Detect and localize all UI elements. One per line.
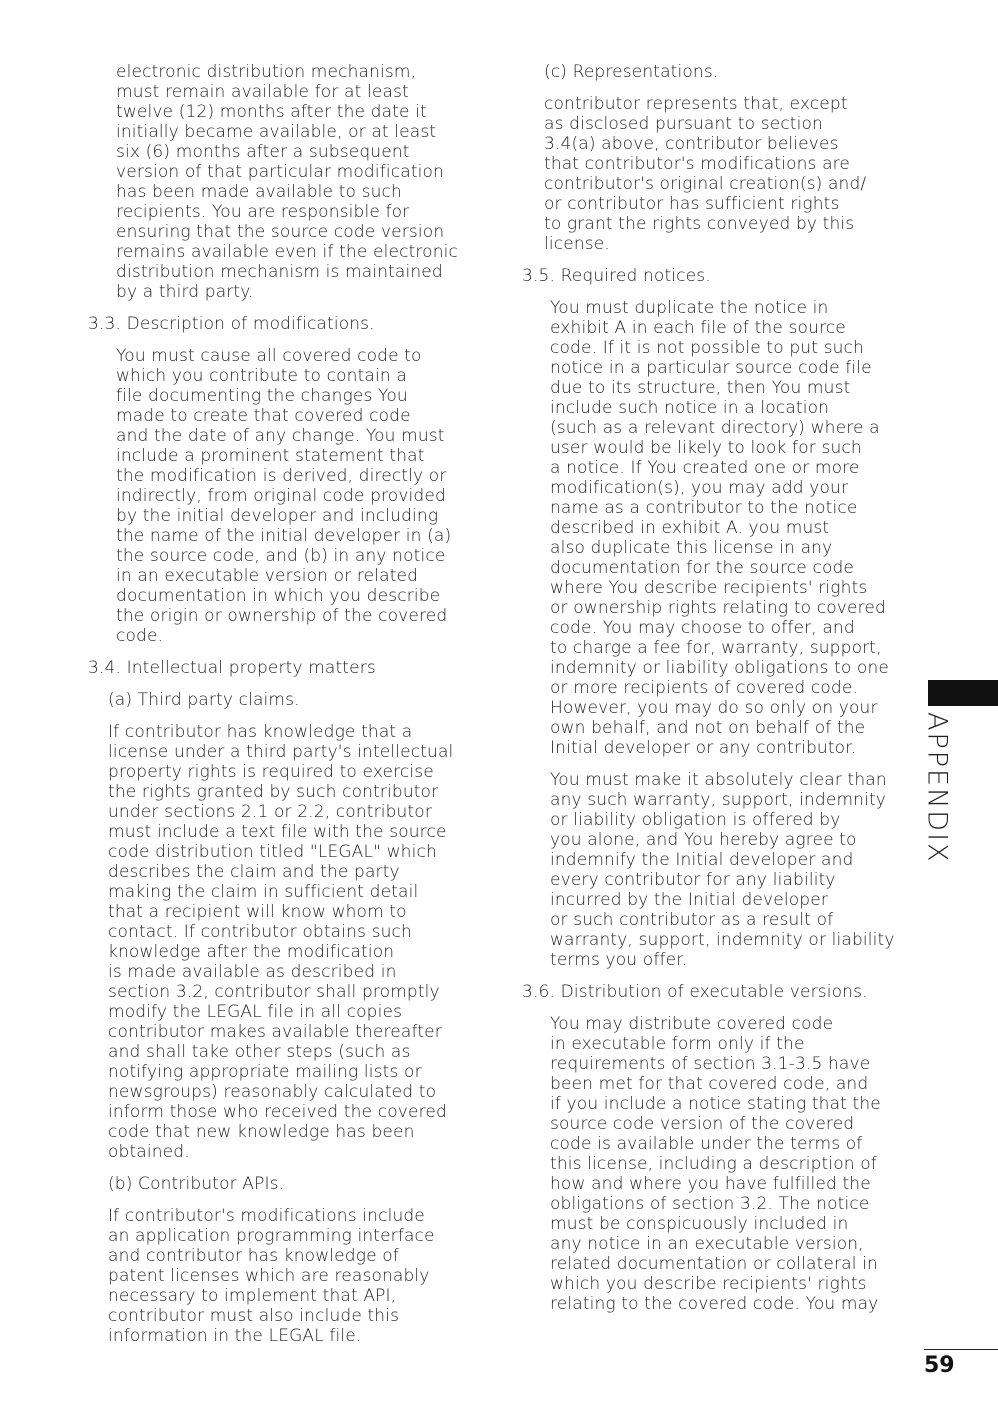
- text-line: the origin or ownership of the covered: [116, 606, 448, 626]
- text-line: notifying appropriate mailing lists or: [108, 1062, 422, 1082]
- text-line: incurred by the Initial developer: [550, 890, 828, 910]
- text-line: documentation for the source code: [550, 558, 855, 578]
- text-line: Initial developer or any contributor.: [550, 738, 857, 758]
- text-line: that a recipient will know whom to: [108, 902, 407, 922]
- footer-rule: [924, 1349, 998, 1350]
- text-line: this license, including a description of: [550, 1154, 877, 1174]
- text-line: knowledge after the modification: [108, 942, 395, 962]
- text-line: must include a text file with the source: [108, 822, 447, 842]
- text-line: 3.5. Required notices.: [522, 266, 711, 286]
- text-line: modify the LEGAL file in all copies: [108, 1002, 403, 1022]
- text-line: (such as a relevant directory) where a: [550, 418, 880, 438]
- text-line: modification(s), you may add your: [550, 478, 849, 498]
- text-line: version of that particular modification: [116, 162, 444, 182]
- text-line: You must cause all covered code to: [116, 346, 422, 366]
- text-line: in an executable version or related: [116, 566, 419, 586]
- text-line: you alone, and You hereby agree to: [550, 830, 857, 850]
- text-line: described in exhibit A. you must: [550, 518, 830, 538]
- text-line: However, you may do so only on your: [550, 698, 878, 718]
- text-line: or more recipients of covered code.: [550, 678, 859, 698]
- text-line: If contributor has knowledge that a: [108, 722, 413, 742]
- text-line: where You describe recipients' rights: [550, 578, 868, 598]
- text-line: code. If it is not possible to put such: [550, 338, 864, 358]
- text-block: [544, 94, 922, 254]
- text-line: remains available even if the electronic: [116, 242, 459, 262]
- text-line: code.: [116, 626, 164, 646]
- page-number: 59: [924, 1353, 955, 1378]
- text-line: which you describe recipients' rights: [550, 1274, 867, 1294]
- text-line: If contributor's modifications include: [108, 1206, 425, 1226]
- text-line: has been made available to such: [116, 182, 402, 202]
- left-column: [88, 62, 488, 1358]
- text-line: indirectly, from original code provided: [116, 486, 446, 506]
- text-block: [550, 298, 922, 758]
- text-line: every contributor for any liability: [550, 870, 836, 890]
- text-line: patent licenses which are reasonably: [108, 1266, 430, 1286]
- text-line: indemnify the Initial developer and: [550, 850, 854, 870]
- text-line: include a prominent statement that: [116, 446, 425, 466]
- text-line: notice in a particular source code file: [550, 358, 872, 378]
- text-line: that contributor's modifications are: [544, 154, 851, 174]
- text-line: code is available under the terms of: [550, 1134, 863, 1154]
- text-line: (b) Contributor APIs.: [108, 1174, 285, 1194]
- text-line: distribution mechanism is maintained: [116, 262, 443, 282]
- text-line: to charge a fee for, warranty, support,: [550, 638, 882, 658]
- text-line: section 3.2, contributor shall promptly: [108, 982, 440, 1002]
- text-line: by a third party.: [116, 282, 254, 302]
- text-line: electronic distribution mechanism,: [116, 62, 417, 82]
- section-heading: [108, 1174, 488, 1194]
- text-line: the modification is derived, directly or: [116, 466, 447, 486]
- text-line: the rights granted by such contributor: [108, 782, 439, 802]
- text-line: contributor represents that, except: [544, 94, 848, 114]
- text-line: contact. If contributor obtains such: [108, 922, 412, 942]
- text-line: source code version of the covered: [550, 1114, 855, 1134]
- section-heading: [88, 658, 488, 678]
- text-line: which you contribute to contain a: [116, 366, 407, 386]
- text-line: exhibit A in each file of the source: [550, 318, 846, 338]
- text-line: You must duplicate the notice in: [550, 298, 829, 318]
- text-line: been met for that covered code, and: [550, 1074, 869, 1094]
- text-line: 3.4(a) above, contributor believes: [544, 134, 839, 154]
- text-line: any notice in an executable version,: [550, 1234, 864, 1254]
- text-line: is made available as described in: [108, 962, 397, 982]
- text-line: or liability obligation is offered by: [550, 810, 841, 830]
- section-heading: [522, 266, 922, 286]
- text-line: also duplicate this license in any: [550, 538, 833, 558]
- text-line: in executable form only if the: [550, 1034, 805, 1054]
- text-line: if you include a notice stating that the: [550, 1094, 881, 1114]
- text-line: property rights is required to exercise: [108, 762, 434, 782]
- text-line: must remain available for at least: [116, 82, 409, 102]
- text-line: terms you offer.: [550, 950, 688, 970]
- text-line: license.: [544, 234, 610, 254]
- text-line: user would be likely to look for such: [550, 438, 862, 458]
- text-line: information in the LEGAL file.: [108, 1326, 362, 1346]
- text-line: relating to the covered code. You may: [550, 1294, 879, 1314]
- text-block: [550, 770, 922, 970]
- text-line: (c) Representations.: [544, 62, 719, 82]
- text-line: documentation in which you describe: [116, 586, 441, 606]
- text-line: or such contributor as a result of: [550, 910, 834, 930]
- text-line: the source code, and (b) in any notice: [116, 546, 446, 566]
- text-line: 3.4. Intellectual property matters: [88, 658, 376, 678]
- text-line: requirements of section 3.1-3.5 have: [550, 1054, 871, 1074]
- text-line: name as a contributor to the notice: [550, 498, 858, 518]
- text-block: [108, 1206, 488, 1346]
- text-line: contributor must also include this: [108, 1306, 400, 1326]
- text-line: recipients. You are responsible for: [116, 202, 410, 222]
- text-line: or contributor has sufficient rights: [544, 194, 840, 214]
- text-line: license under a third party's intellectual: [108, 742, 454, 762]
- section-heading: [522, 982, 922, 1002]
- text-line: obligations of section 3.2. The notice: [550, 1194, 870, 1214]
- text-line: how and where you have fulfilled the: [550, 1174, 871, 1194]
- text-line: inform those who received the covered: [108, 1102, 447, 1122]
- text-block: [550, 1014, 922, 1314]
- text-line: a notice. If You created one or more: [550, 458, 860, 478]
- text-line: due to its structure, then You must: [550, 378, 851, 398]
- text-line: You must make it absolutely clear than: [550, 770, 887, 790]
- text-line: contributor's original creation(s) and/: [544, 174, 867, 194]
- text-line: code distribution titled "LEGAL" which: [108, 842, 437, 862]
- text-line: to grant the rights conveyed by this: [544, 214, 855, 234]
- text-line: an application programming interface: [108, 1226, 435, 1246]
- text-line: file documenting the changes You: [116, 386, 408, 406]
- text-line: You may distribute covered code: [550, 1014, 834, 1034]
- text-block: [116, 62, 488, 302]
- text-line: any such warranty, support, indemnity: [550, 790, 886, 810]
- text-block: [544, 62, 922, 82]
- text-line: initially became available, or at least: [116, 122, 437, 142]
- text-line: making the claim in sufficient detail: [108, 882, 419, 902]
- text-line: related documentation or collateral in: [550, 1254, 878, 1274]
- text-line: made to create that covered code: [116, 406, 411, 426]
- text-line: must be conspicuously included in: [550, 1214, 849, 1234]
- text-line: code that new knowledge has been: [108, 1122, 415, 1142]
- section-tab-bar: [928, 680, 998, 706]
- text-line: include such notice in a location: [550, 398, 830, 418]
- text-line: obtained.: [108, 1142, 190, 1162]
- text-line: under sections 2.1 or 2.2, contributor: [108, 802, 432, 822]
- text-line: and the date of any change. You must: [116, 426, 445, 446]
- text-line: necessary to implement that API,: [108, 1286, 397, 1306]
- text-line: contributor makes available thereafter: [108, 1022, 442, 1042]
- section-heading: [108, 690, 488, 710]
- text-line: six (6) months after a subsequent: [116, 142, 410, 162]
- text-line: warranty, support, indemnity or liability: [550, 930, 895, 950]
- text-line: and shall take other steps (such as: [108, 1042, 411, 1062]
- section-heading: [88, 314, 488, 334]
- text-line: the name of the initial developer in (a): [116, 526, 452, 546]
- text-line: own behalf, and not on behalf of the: [550, 718, 866, 738]
- text-block: [116, 346, 488, 646]
- text-block: [108, 722, 488, 1162]
- text-line: twelve (12) months after the date it: [116, 102, 427, 122]
- text-line: code. You may choose to offer, and: [550, 618, 855, 638]
- text-line: by the initial developer and including: [116, 506, 439, 526]
- text-line: (a) Third party claims.: [108, 690, 300, 710]
- text-line: or ownership rights relating to covered: [550, 598, 886, 618]
- text-line: 3.3. Description of modifications.: [88, 314, 375, 334]
- text-line: indemnity or liability obligations to one: [550, 658, 890, 678]
- appendix-tab-label: APPENDIX: [921, 712, 953, 864]
- right-column: [522, 62, 922, 1326]
- text-line: describes the claim and the party: [108, 862, 400, 882]
- text-line: newsgroups) reasonably calculated to: [108, 1082, 437, 1102]
- text-line: and contributor has knowledge of: [108, 1246, 399, 1266]
- text-line: ensuring that the source code version: [116, 222, 445, 242]
- text-line: 3.6. Distribution of executable versions.: [522, 982, 868, 1002]
- text-line: as disclosed pursuant to section: [544, 114, 823, 134]
